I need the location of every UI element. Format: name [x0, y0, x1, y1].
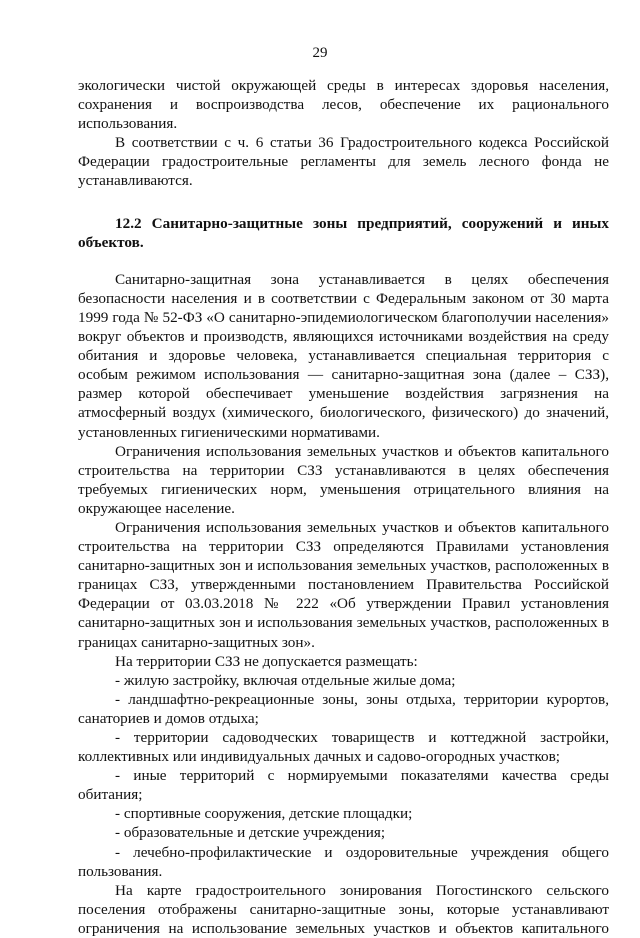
list-item: - жилую застройку, включая отдельные жилые дома;	[115, 671, 456, 689]
page-content	[78, 76, 609, 938]
list-item: - спортивные сооружения, детские площадки;	[115, 805, 413, 823]
list-item: - иные территорий с нормируемыми показателями качества среды обитания;	[78, 767, 609, 804]
paragraph: Ограничения использования земельных участков и объектов капитального строительства на территории СЗЗ устанавливаются в целях обеспечения требуемых гигиенических норм, уменьшения отрицательного влияния на окружающее население.	[78, 442, 609, 517]
paragraph: На карте градостроительного зонирования Погостинского сельского поселения отображены санитарно-защитные зоны, которые устанавливают ограничения на использование земельных участков и объектов капитального	[78, 881, 609, 937]
list-item: - образовательные и детские учреждения;	[115, 824, 386, 842]
paragraph: В соответствии с ч. 6 статьи 36 Градостроительного кодекса Российской Федерации градостроительные регламенты для земель лесного фонда не устанавливаются.	[78, 134, 609, 190]
section-heading: 12.2 Санитарно-защитные зоны предприятий, сооружений и иных объектов.	[78, 214, 609, 251]
page-number: 29	[312, 45, 328, 61]
paragraph: На территории СЗЗ не допускается размещать:	[115, 652, 418, 670]
paragraph: Санитарно-защитная зона устанавливается в целях обеспечения безопасности населения и в соответствии с Федеральным законом от 30 марта 1999 года № 52-ФЗ «О санитарно-эпидемиологическом благополучии населения» вокруг объектов и производств, являющихся источниками воздействия на среду обитания и здоровье человека, устанавливается специальная территория с особым режимом использования — санитарно-защитная зона (далее – СЗЗ), размер которой обеспечивает уменьшение воздействия загрязнения на атмосферный воздух (химического, биологического, физического) до значений, установленных гигиеническими нормативами.	[78, 270, 609, 441]
list-item: - территории садоводческих товариществ и коттеджной застройки, коллективных или индивидуальных дачных и садово-огородных участков;	[78, 729, 609, 766]
paragraph: экологически чистой окружающей среды в интересах здоровья населения, сохранения и воспроизводства лесов, обеспечение их рационального использования.	[78, 77, 609, 133]
list-item: - лечебно-профилактические и оздоровительные учреждения общего пользования.	[78, 843, 609, 880]
list-item: - ландшафтно-рекреационные зоны, зоны отдыха, территории курортов, санаториев и домов отдыха;	[78, 690, 609, 727]
paragraph: Ограничения использования земельных участков и объектов капитального строительства на территории СЗЗ определяются Правилами установления санитарно-защитных зон и использования земельных участков, расположенных в границах СЗЗ, утвержденными постановлением Правительства Российской Федерации от 03.03.2018 № 222 «Об утверждении Правил установления санитарно-защитных зон и использования земельных участков, расположенных в границах санитарно-защитных зон».	[78, 518, 609, 651]
